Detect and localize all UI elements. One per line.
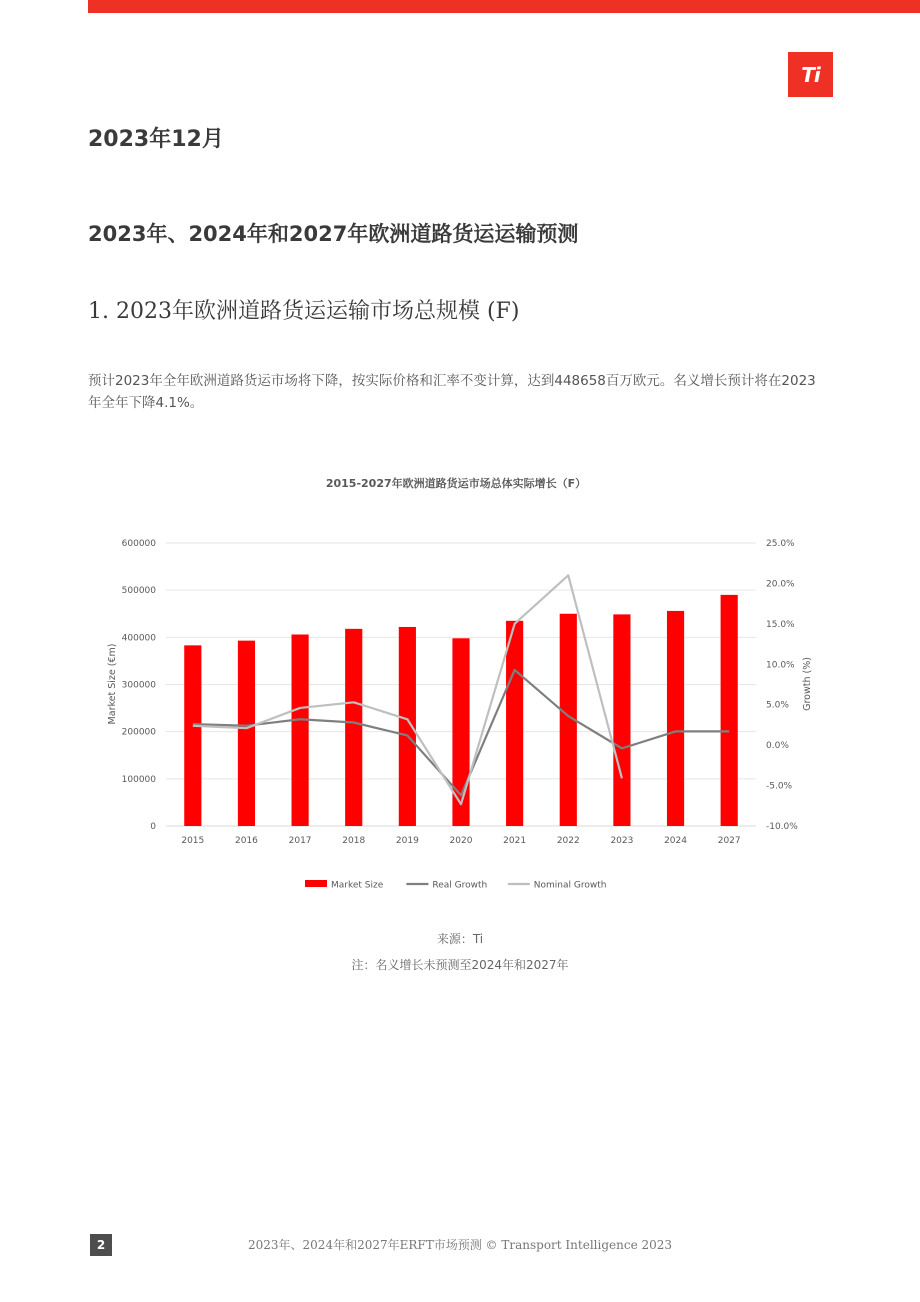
y2-tick-label: 25.0% [766,539,795,549]
x-axis-ticks [181,836,740,846]
y-axis-label: Market Size (€m) [107,643,118,725]
market-size-bar [613,614,630,826]
x-tick-label: 2020 [449,836,473,846]
y2-tick-label: 15.0% [766,619,795,630]
y-tick-label: 600000 [121,539,156,549]
note-caption: 注：名义增长未预测至2024年和2027年 [351,958,569,972]
x-tick-label: 2022 [556,836,580,846]
chart-legend [305,880,606,891]
legend-swatch-bar [305,880,327,887]
market-size-bar [667,611,684,826]
legend-label: Real Growth [432,880,488,891]
y2-tick-label: 0.0% [766,741,789,752]
market-size-bar [345,629,362,826]
chart-title: 2015-2027年欧洲道路货运市场总体实际增长（F） [325,477,587,490]
x-tick-label: 2023 [610,836,634,846]
x-tick-label: 2019 [395,836,419,846]
y-tick-label: 200000 [121,727,156,738]
y-tick-label: 400000 [121,633,156,644]
y-tick-label: 500000 [121,586,156,597]
market-size-chart [100,470,820,900]
y-axis-ticks [122,539,157,832]
y2-tick-label: -5.0% [766,781,793,792]
x-tick-label: 2017 [288,836,312,846]
x-tick-label: 2021 [503,836,527,846]
market-size-bar [399,627,416,826]
x-tick-label: 2018 [342,836,366,846]
legend-label: Market Size [331,880,384,891]
bar-series [184,595,738,826]
footer-text: 2023年、2024年和2027年ERFT市场预测 © Transport Intelligence 2023 [248,1238,673,1252]
intro-paragraph: 预计2023年全年欧洲道路货运市场将下降，按实际价格和汇率不变计算，达到448658百万欧元。名义增长预计将在2023年全年下降4.1%。 [88,373,816,411]
x-tick-label: 2024 [664,836,687,846]
top-accent-bar [88,0,920,13]
y2-tick-label: 10.0% [766,660,795,671]
y-tick-label: 300000 [121,680,156,691]
y2-tick-label: 5.0% [766,700,789,711]
source-caption: 来源：Ti [436,932,484,946]
market-size-bar [452,638,469,826]
market-size-bar [506,621,523,826]
x-tick-label: 2015 [181,836,205,846]
market-size-bar [184,645,201,826]
y2-tick-label: 20.0% [766,579,795,590]
y-tick-label: 0 [150,822,156,832]
market-size-bar [721,595,738,826]
ti-logo: Ti [788,52,833,97]
x-tick-label: 2016 [235,836,258,846]
page-heading: 2023年、2024年和2027年欧洲道路货运运输预测 [88,222,579,246]
y2-tick-label: -10.0% [766,822,798,832]
report-date: 2023年12月 [88,127,224,152]
market-size-bar [238,641,255,826]
market-size-bar [292,635,309,826]
y2-axis-ticks [766,539,798,832]
legend-label: Nominal Growth [533,880,607,891]
y2-axis-label: Growth (%) [802,657,813,711]
y-tick-label: 100000 [121,774,156,785]
page-number: 2 [90,1234,112,1256]
x-tick-label: 2027 [717,836,741,846]
section-title: 1. 2023年欧洲道路货运运输市场总规模 (F) [88,299,520,324]
